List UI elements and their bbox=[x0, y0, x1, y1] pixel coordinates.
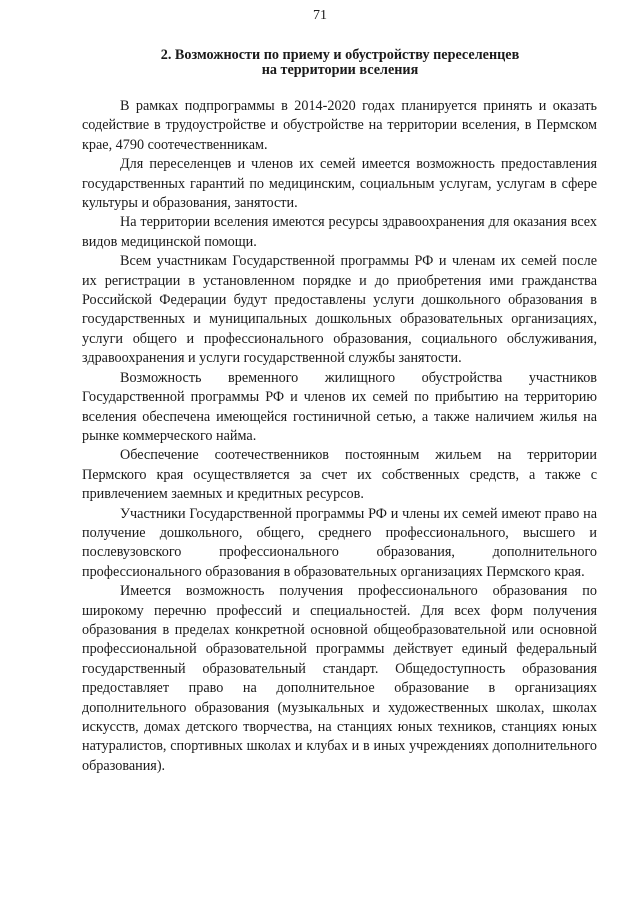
paragraph: Всем участникам Государственной программы РФ и членам их семей после их регистрации в установленном порядке и до приобретения ими гражданства Российской Федерации будут предоставлены услуги дошкольного образования в государственных и муниципальных дошкольных образовательных организациях, услуги общего и профессионального образования, социального обслуживания, здравоохранения и услуги государственной службы занятости. bbox=[82, 253, 597, 367]
body-text bbox=[82, 97, 597, 776]
paragraph: Имеется возможность получения профессионального образования по широкому перечню профессий и специальностей. Для всех форм получения образования в пределах конкретной основной общеобразовательной или основной профессиональной образовательной программы действует единый федеральный государственный образовательный стандарт. Общедоступность образования предоставляет право на дополнительное образование в организациях дополнительного образования (музыкальных и художественных школах, школах искусств, домах детского творчества, на станциях юных техников, станциях юных натуралистов, спортивных школах и клубах и в иных учреждениях дополнительного образования). bbox=[82, 583, 597, 774]
paragraph: Для переселенцев и членов их семей имеется возможность предоставления государственных гарантий по медицинским, социальным услугам, услугам в сфере культуры и образования, занятости. bbox=[82, 156, 597, 212]
section-heading-line-2: на территории вселения bbox=[261, 62, 419, 78]
section-heading-line-1: 2. Возможности по приему и обустройству переселенцев bbox=[160, 47, 520, 63]
section-heading bbox=[80, 48, 600, 78]
page-number: 71 bbox=[313, 8, 327, 23]
paragraph: Возможность временного жилищного обустройства участников Государственной программы РФ и членов их семей по прибытию на территорию вселения обеспечена имеющейся гостиничной сетью, а также наличием жилья на рынке коммерческого найма. bbox=[82, 369, 597, 444]
paragraph: Участники Государственной программы РФ и члены их семей имеют право на получение дошкольного, общего, среднего профессионального, высшего и послевузовского профессионального образования, дополнительного профессионального образования в образовательных организациях Пермского края. bbox=[82, 505, 597, 580]
paragraph: На территории вселения имеются ресурсы здравоохранения для оказания всех видов медицинской помощи. bbox=[82, 214, 597, 250]
paragraph: В рамках подпрограммы в 2014-2020 годах планируется принять и оказать содействие в трудоустройстве и обустройстве на территории вселения, в Пермском крае, 4790 соотечественникам. bbox=[82, 98, 597, 153]
paragraph: Обеспечение соотечественников постоянным жильем на территории Пермского края осуществляется за счет их собственных средств, а также с привлечением заемных и кредитных ресурсов. bbox=[82, 447, 597, 503]
